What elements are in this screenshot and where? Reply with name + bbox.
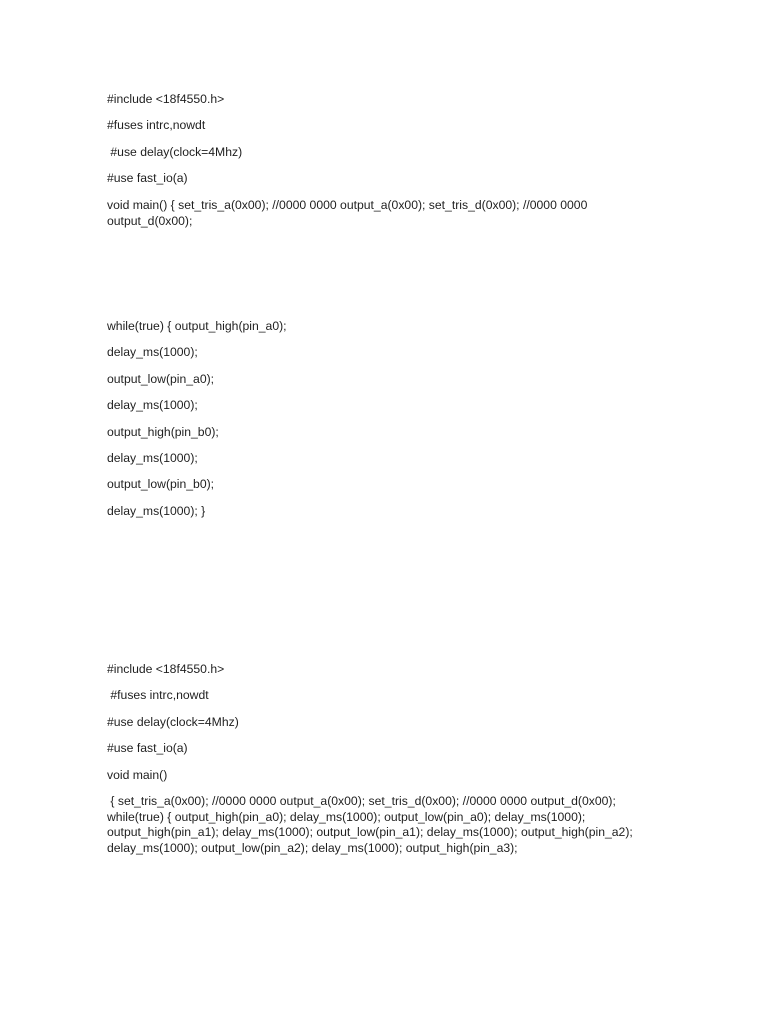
code-line: while(true) { output_high(pin_a0); (107, 319, 287, 333)
code-line: delay_ms(1000); } (107, 504, 206, 518)
code-line: output_low(pin_b0); (107, 477, 215, 491)
code-line: output_high(pin_b0); (107, 425, 219, 439)
main-setup-paragraph: void main() { set_tris_a(0x00); //0000 0000 output_a(0x00); set_tris_d(0x00); //0000 0000 output_d(0x00); (107, 198, 591, 228)
include-directive: #include <18f4550.h> (107, 92, 225, 106)
code-line: output_low(pin_a0); (107, 372, 215, 386)
code-line: delay_ms(1000); (107, 398, 198, 412)
void-main-line: void main() (107, 768, 168, 782)
use-delay-directive: #use delay(clock=4Mhz) (107, 145, 243, 159)
use-fast-io-directive-2: #use fast_io(a) (107, 741, 188, 755)
fuses-directive-2: #fuses intrc,nowdt (107, 688, 209, 702)
code-line: delay_ms(1000); (107, 345, 198, 359)
main-body-paragraph: { set_tris_a(0x00); //0000 0000 output_a(0x00); set_tris_d(0x00); //0000 0000 output_d(0x00); while(true) { output_high(pin_a0); delay_ms(1000); output_low(pin_a0); delay_ms(1000); output_high(pin_a1); delay_ms(1000); output_low(pin_a1); delay_ms(1000); output_high(pin_a2); delay_ms(1000); output_low(pin_a2); delay_ms(1000); output_high(pin_a3); (107, 794, 637, 855)
use-fast-io-directive: #use fast_io(a) (107, 171, 188, 185)
fuses-directive: #fuses intrc,nowdt (107, 118, 206, 132)
use-delay-directive-2: #use delay(clock=4Mhz) (107, 715, 239, 729)
include-directive-2: #include <18f4550.h> (107, 662, 225, 676)
code-line: delay_ms(1000); (107, 451, 198, 465)
